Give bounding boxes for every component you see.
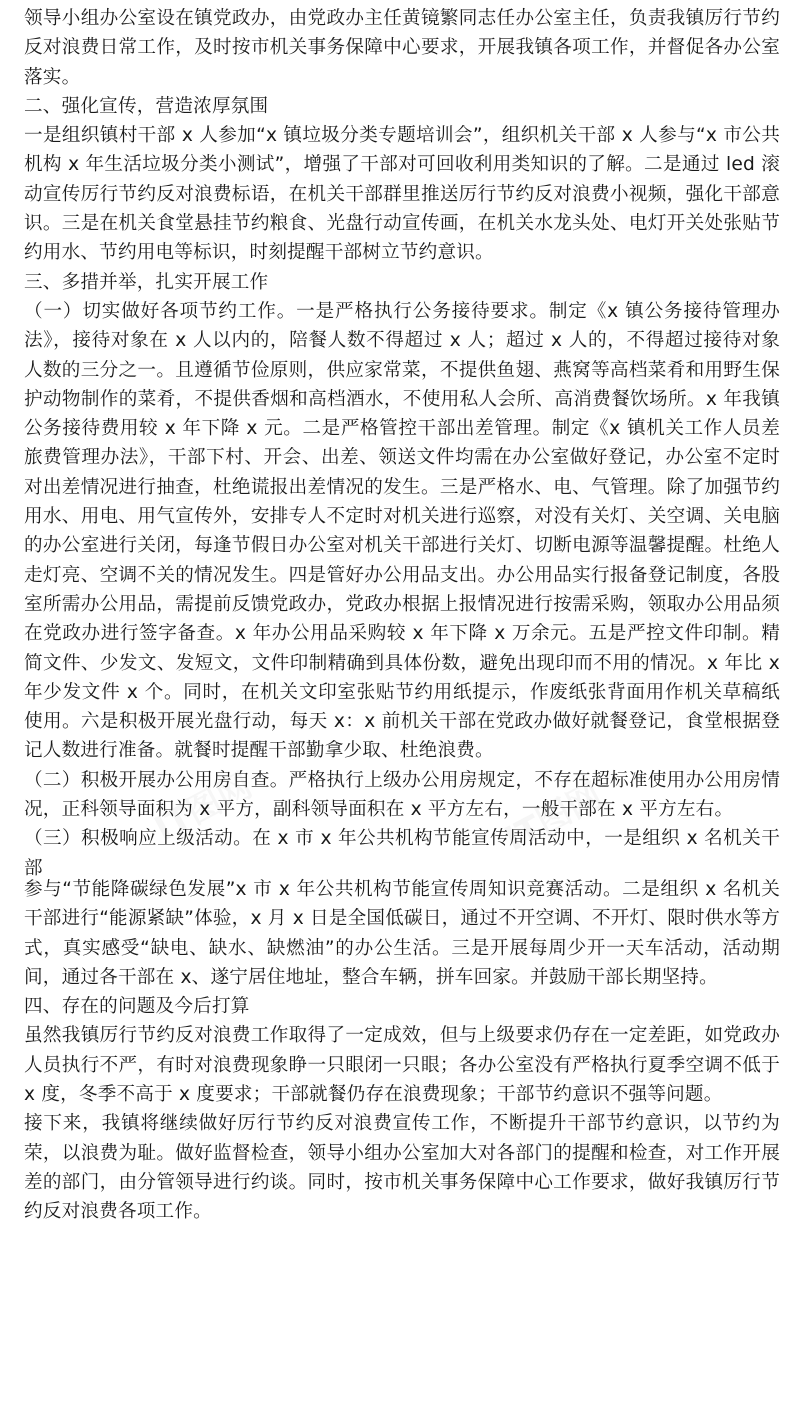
paragraph-office-space: （二）积极开展办公用房自查。严格执行上级办公用房规定，不存在超标准使用办公用房情况，正科领导面积为 x 平方，副科领导面积在 x 平方左右，一般干部在 x 平方左右。 xyxy=(24,769,780,821)
paragraph-next-steps: 接下来，我镇将继续做好厉行节约反对浪费宣传工作，不断提升干部节约意识，以节约为荣，以浪费为耻。做好监督检查，领导小组办公室加大对各部门的提醒和检查，对工作开展差的部门，由分管领导进行约谈。同时，按市机关事务保障中心工作要求，做好我镇厉行节约反对浪费各项工作。 xyxy=(24,1113,780,1223)
paragraph-problems: 虽然我镇厉行节约反对浪费工作取得了一定成效，但与上级要求仍存在一定差距，如党政办人员执行不严，有时对浪费现象睁一只眼闭一只眼；各办公室没有严格执行夏季空调不低于 x 度，冬季不高于 x 度要求；干部就餐仍存在浪费现象；干部节约意识不强等问题。 xyxy=(24,1025,780,1106)
paragraph-saving-work: （一）切实做好各项节约工作。一是严格执行公务接待要求。制定《x 镇公务接待管理办法》，接待对象在 x 人以内的，陪餐人数不得超过 x 人；超过 x 人的，不得超过接待对象人数的三分之一。且遵循节俭原则，供应家常菜，不提供鱼翅、燕窝等高档菜肴和用野生保护动物制作的菜肴，不提供香烟和高档酒水，不使用私人会所、高消费餐饮场所。x 年我镇公务接待费用较 x 年下降 x 元。二是严格管控干部出差管理。制定《x 镇机关工作人员差旅费管理办法》，干部下村、开会、出差、领送文件均需在办公室做好登记，办公室不定时对出差情况进行抽查，杜绝谎报出差情况的发生。三是严格水、电、气管理。除了加强节约用水、用电、用气宣传外，安排专人不定时对机关进行巡察，对没有关灯、关空调、关电脑的办公室进行关闭，每逢节假日办公室对机关干部进行关灯、切断电源等温馨提醒。杜绝人走灯亮、空调不关的情况发生。四是管好办公用品支出。办公用品实行报备登记制度，各股室所需办公用品，需提前反馈党政办，党政办根据上报情况进行按需采购，领取办公用品须在党政办进行签字备查。x 年办公用品采购较 x 年下降 x 万余元。五是严控文件印制。精简文件、少发文、发短文，文件印制精确到具体份数，避免出现印而不用的情况。x 年比 x 年少发文件 x 个。同时，在机关文印室张贴节约用纸提示，作废纸张背面用作机关草稿纸使用。六是积极开展光盘行动，每天 x：x 前机关干部在党政办做好就餐登记，食堂根据登记人数进行准备。就餐时提醒干部勤拿少取、杜绝浪费。 xyxy=(24,300,780,762)
page-section-1 xyxy=(24,4,780,883)
paragraph-office-intro: 领导小组办公室设在镇党政办，由党政办主任黄镜繁同志任办公室主任，负责我镇厉行节约反对浪费日常工作，及时按市机关事务保障中心要求，开展我镇各项工作，并督促各办公室落实。 xyxy=(24,8,780,88)
paragraph-publicity: 一是组织镇村干部 x 人参加“x 镇垃圾分类专题培训会”，组织机关干部 x 人参与“x 市公共机构 x 年生活垃圾分类小测试”，增强了干部对可回收利用类知识的了解。二是通过 led 滚动宣传厉行节约反对浪费标语，在机关干部群里推送厉行节约反对浪费小视频，强化干部意识。三是在机关食堂悬挂节约粮食、光盘行动宣传画，在机关水龙头处、电灯开关处张贴节约用水、节约用电等标识，时刻提醒干部树立节约意识。 xyxy=(24,125,780,264)
section-heading-publicity: 二、强化宣传，营造浓厚氛围 xyxy=(24,95,269,117)
paragraph-activities-continued: 参与“节能降碳绿色发展”x 市 x 年公共机构节能宣传周知识竞赛活动。二是组织 x 名机关干部进行“能源紧缺”体验，x 月 x 日是全国低碳日，通过不开空调、不开灯、限时供水等方式，真实感受“缺电、缺水、缺燃油”的办公生活。三是开展每周少开一天车活动，活动期间，通过各干部在 x、遂宁居住地址，整合车辆，拼车回家。并鼓励干部长期坚持。 xyxy=(24,879,780,988)
section-heading-problems: 四、存在的问题及今后打算 xyxy=(24,996,250,1018)
section-heading-measures: 三、多措并举，扎实开展工作 xyxy=(24,271,269,293)
page-section-2 xyxy=(24,875,780,1227)
paragraph-activities-start: （三）积极响应上级活动。在 x 市 x 年公共机构节能宣传周活动中，一是组织 x 名机关干部 xyxy=(24,828,780,879)
